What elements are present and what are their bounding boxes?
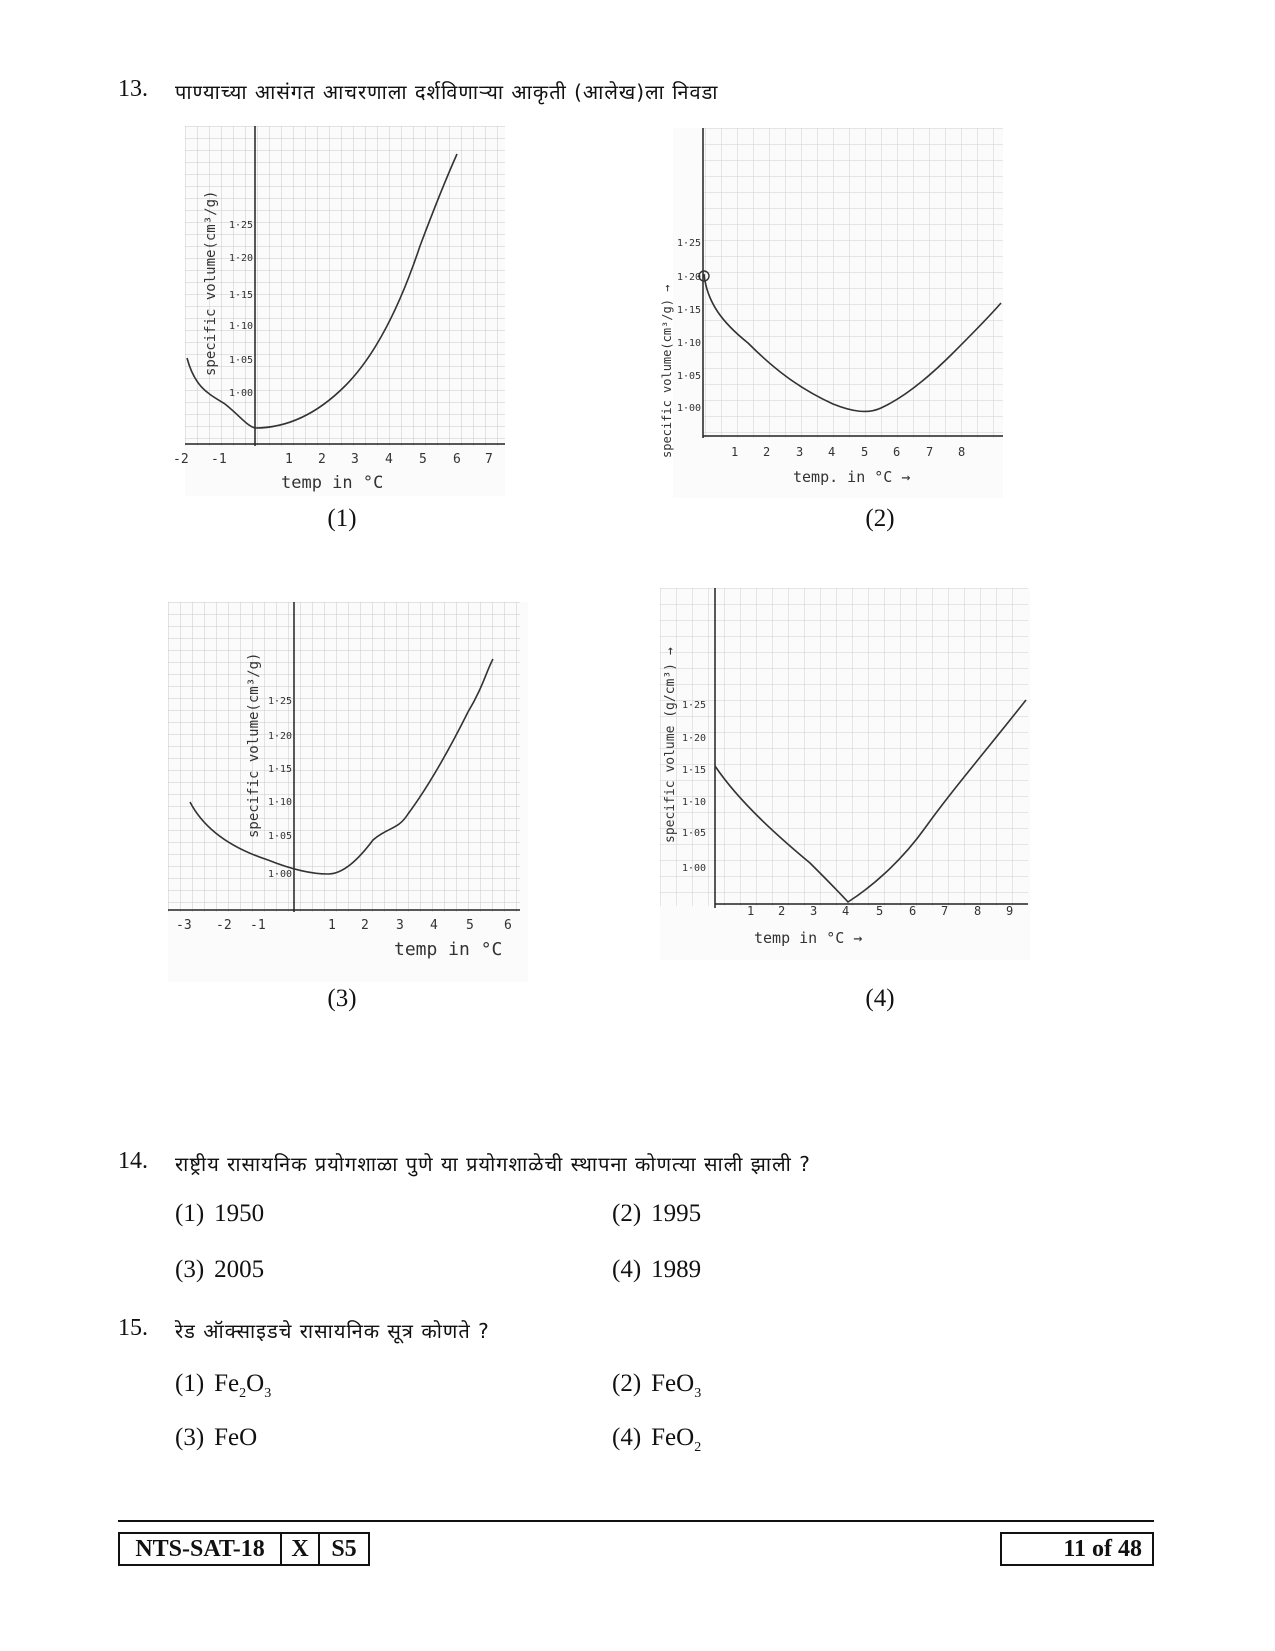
question-13-number: 13. xyxy=(118,76,148,102)
graph-3 xyxy=(168,602,528,982)
graph-3-xtick: 2 xyxy=(361,918,369,933)
graph-4-xtick: 3 xyxy=(810,904,818,918)
formula-subscript: 3 xyxy=(694,1386,702,1401)
graph-4-xlabel: temp in °C → xyxy=(754,929,863,947)
graph-4-ytick: 1·05 xyxy=(682,828,707,839)
question-14-number: 14. xyxy=(118,1148,148,1174)
formula-subscript: 2 xyxy=(694,1440,702,1455)
graph-1-ytick: 1·25 xyxy=(229,220,254,231)
graph-3-ytick: 1·25 xyxy=(268,696,293,707)
graph-3-xtick: 1 xyxy=(328,918,336,933)
graph-4-xtick: 5 xyxy=(876,904,884,918)
graph-3-ytick: 1·05 xyxy=(268,831,293,842)
graph-3-caption: (3) xyxy=(327,985,357,1012)
question-14-option-2[interactable] xyxy=(612,1200,701,1228)
option-value: 1950 xyxy=(214,1200,265,1227)
graph-1-xtick: 4 xyxy=(385,452,393,467)
question-14-option-1[interactable] xyxy=(175,1200,264,1228)
question-14-text: राष्ट्रीय रासायनिक प्रयोगशाळा पुणे या प्रयोगशाळेची स्थापना कोणत्या साली झाली ? xyxy=(175,1152,811,1176)
graph-2-xtick: 6 xyxy=(893,445,901,459)
footer-subject: S5 xyxy=(318,1532,370,1566)
footer-rule xyxy=(118,1520,1154,1522)
graph-4-caption: (4) xyxy=(865,985,895,1012)
footer-standard: X xyxy=(280,1532,320,1566)
graph-2-caption: (2) xyxy=(865,505,895,532)
option-number: (2) xyxy=(612,1200,642,1227)
footer-page-number: 11 of 48 xyxy=(1000,1532,1154,1566)
graph-3-xtick: 3 xyxy=(396,918,404,933)
graph-1-xtick: 1 xyxy=(285,452,293,467)
graph-3-ytick: 1·10 xyxy=(268,797,293,808)
graph-3-ytick: 1·00 xyxy=(268,869,293,880)
graph-2-ytick: 1·25 xyxy=(677,238,702,249)
graph-1-xtick: -1 xyxy=(211,452,227,467)
graph-4-xtick: 4 xyxy=(842,904,850,918)
graph-2 xyxy=(660,128,1003,498)
graph-3-ytick: 1·20 xyxy=(268,731,293,742)
graph-2-ytick: 1·15 xyxy=(677,305,702,316)
graph-1-ylabel: specific volume(cm³/g) xyxy=(203,190,219,376)
option-number: (1) xyxy=(175,1370,205,1397)
graph-1-ytick: 1·10 xyxy=(229,321,254,332)
formula-part: FeO xyxy=(651,1424,695,1451)
graph-2-ytick: 1·20 xyxy=(677,272,702,283)
graph-1 xyxy=(173,126,505,496)
option-number: (1) xyxy=(175,1200,205,1227)
formula-part: FeO xyxy=(651,1370,695,1397)
graph-3-ytick: 1·15 xyxy=(268,764,293,775)
question-15-number: 15. xyxy=(118,1315,148,1341)
graph-4-ytick: 1·25 xyxy=(682,700,707,711)
graph-2-xtick: 5 xyxy=(861,445,869,459)
question-15-option-3[interactable] xyxy=(175,1424,257,1452)
graph-2-xtick: 3 xyxy=(796,445,804,459)
graph-2-xlabel: temp. in °C → xyxy=(793,468,911,486)
option-value: 2005 xyxy=(214,1256,265,1283)
graph-2-xtick: 8 xyxy=(958,445,966,459)
graph-4-xtick: 7 xyxy=(941,904,949,918)
option-value: 1989 xyxy=(651,1256,702,1283)
footer-exam-code: NTS-SAT-18 xyxy=(118,1532,282,1566)
graph-3-xtick: -3 xyxy=(176,918,192,933)
question-14-option-3[interactable] xyxy=(175,1256,264,1284)
graph-3-xtick: -1 xyxy=(250,918,266,933)
graph-4-ytick: 1·20 xyxy=(682,733,707,744)
graph-4-xtick: 1 xyxy=(747,904,755,918)
formula-subscript: 2 xyxy=(239,1386,247,1401)
graph-1-xlabel: temp in °C xyxy=(281,473,384,493)
option-number: (4) xyxy=(612,1256,642,1283)
graph-4-xtick: 2 xyxy=(778,904,786,918)
graph-3-ylabel: specific volume(cm³/g) xyxy=(246,652,262,838)
graph-1-xtick: 6 xyxy=(453,452,461,467)
graph-3-xtick: 5 xyxy=(466,918,474,933)
graph-4-ytick: 1·10 xyxy=(682,797,707,808)
graph-2-xtick: 1 xyxy=(731,445,739,459)
graph-1-ytick: 1·05 xyxy=(229,355,254,366)
graph-4-ylabel: specific volume (g/cm³) → xyxy=(663,647,678,843)
graph-2-ytick: 1·00 xyxy=(677,403,702,414)
graph-2-ytick: 1·10 xyxy=(677,338,702,349)
option-number: (4) xyxy=(612,1424,642,1451)
graph-1-xtick: 3 xyxy=(351,452,359,467)
graph-1-caption: (1) xyxy=(327,505,357,532)
formula-part: FeO xyxy=(214,1424,258,1451)
graph-4-ytick: 1·15 xyxy=(682,765,707,776)
formula-part: Fe xyxy=(214,1370,240,1397)
graph-1-xtick: 7 xyxy=(485,452,493,467)
question-15-option-2[interactable] xyxy=(612,1370,701,1402)
graph-3-xtick: 4 xyxy=(430,918,438,933)
graph-1-ytick: 1·15 xyxy=(229,290,254,301)
question-13-text: पाण्याच्या आसंगत आचरणाला दर्शविणाऱ्या आकृती (आलेख)ला निवडा xyxy=(175,80,719,104)
graph-1-xtick: 2 xyxy=(318,452,326,467)
graph-2-xtick: 2 xyxy=(763,445,771,459)
formula-part: O xyxy=(246,1370,265,1397)
option-number: (3) xyxy=(175,1424,205,1451)
graph-4-xtick: 9 xyxy=(1006,904,1014,918)
graph-2-xtick: 7 xyxy=(926,445,934,459)
graph-4 xyxy=(660,588,1030,960)
graph-2-ylabel: specific volume(cm³/g) → xyxy=(660,284,674,458)
graph-4-xtick: 8 xyxy=(974,904,982,918)
graph-2-xtick: 4 xyxy=(828,445,836,459)
graph-1-ytick: 1·00 xyxy=(229,388,254,399)
graph-3-xlabel: temp in °C xyxy=(394,939,503,960)
question-15-option-4[interactable] xyxy=(612,1424,701,1456)
graph-1-xtick: -2 xyxy=(173,452,189,467)
graph-3-xtick: 6 xyxy=(504,918,512,933)
graph-2-ytick: 1·05 xyxy=(677,371,702,382)
formula-subscript: 3 xyxy=(264,1386,272,1401)
question-15-text: रेड ऑक्साइडचे रासायनिक सूत्र कोणते ? xyxy=(175,1319,490,1343)
graph-3-xtick: -2 xyxy=(216,918,232,933)
option-value: 1995 xyxy=(651,1200,702,1227)
question-14-option-4[interactable] xyxy=(612,1256,701,1284)
question-15-option-1[interactable] xyxy=(175,1370,271,1402)
graph-1-xtick: 5 xyxy=(419,452,427,467)
graph-4-xtick: 6 xyxy=(909,904,917,918)
graph-4-ytick: 1·00 xyxy=(682,863,707,874)
option-number: (3) xyxy=(175,1256,205,1283)
graph-1-ytick: 1·20 xyxy=(229,253,254,264)
option-number: (2) xyxy=(612,1370,642,1397)
